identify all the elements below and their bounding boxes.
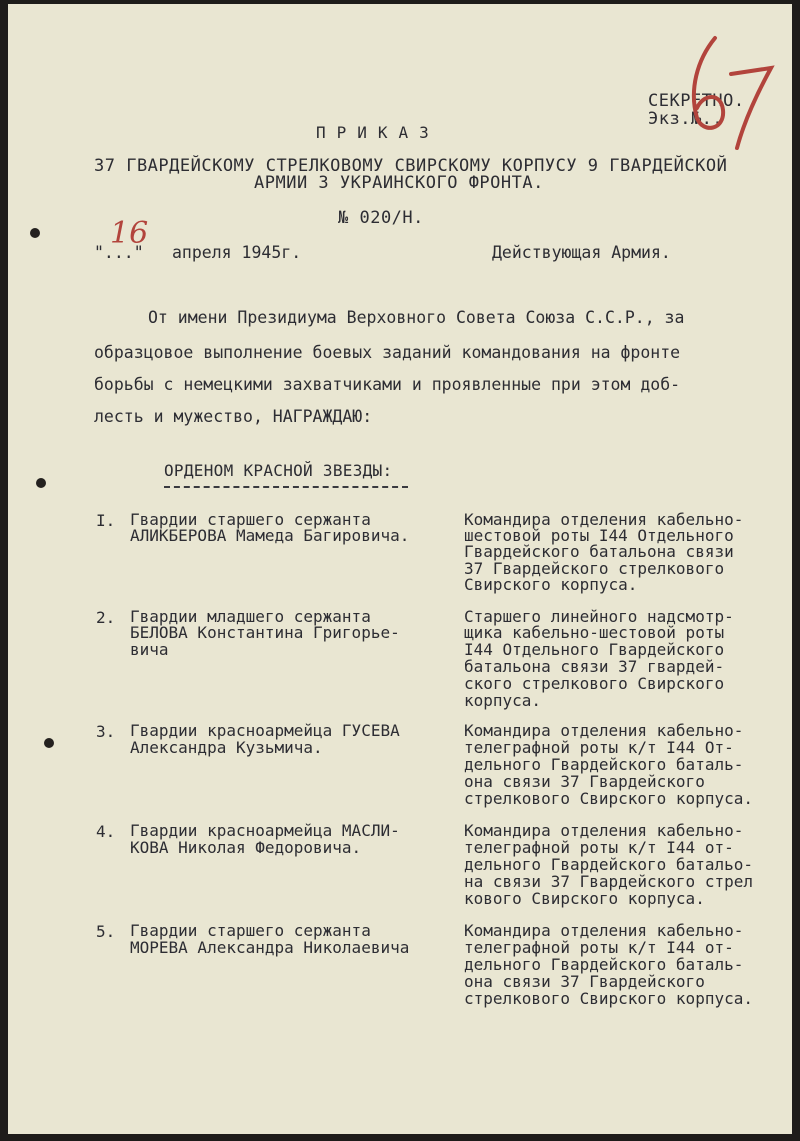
punch-hole-2 — [36, 478, 46, 488]
awardee-position-line: Командира отделения кабельно- — [464, 921, 744, 940]
awardee-position-line: стрелкового Свирского корпуса. — [464, 789, 753, 808]
date-day: "..." — [94, 243, 144, 262]
awardee-position-line: Свирского корпуса. — [464, 575, 638, 594]
copy-number: Экз.№.. — [648, 109, 724, 129]
awardee-name-line: КОВА Николая Федоровича. — [130, 838, 362, 857]
subtitle-line-2: АРМИИ 3 УКРАИНСКОГО ФРОНТА. — [254, 173, 544, 193]
awardee-position-line: Командира отделения кабельно- — [464, 721, 744, 740]
awardee-number: 3. — [96, 722, 116, 741]
awardee-position-line: корпуса. — [464, 691, 542, 710]
awardee-position-line: батальона связи 37 гвардей- — [464, 657, 725, 676]
awardee-number: 5. — [96, 922, 116, 941]
awardee-name-line: Гвардии красноармейца ГУСЕВА — [130, 721, 400, 740]
awardee-name-line: вича — [130, 640, 169, 659]
awardee-number: 2. — [96, 608, 116, 627]
handwritten-number — [700, 36, 701, 37]
preamble-line-2: образцовое выполнение боевых заданий командования на фронте — [94, 343, 681, 362]
preamble-line-1: От имени Президиума Верховного Совета Союза С.С.Р., за — [148, 308, 685, 327]
order-number: № 020/Н. — [338, 208, 424, 228]
awardee-number: I. — [96, 511, 116, 530]
awardee-position-line: она связи 37 Гвардейского — [464, 772, 705, 791]
awardee-position-line: Старшего линейного надсмотр- — [464, 607, 734, 626]
awardee-position-line: щика кабельно-шестовой роты — [464, 623, 725, 642]
awardee-position-line: I44 Отдельного Гвардейского — [464, 640, 725, 659]
awardee-position-line: кового Свирского корпуса. — [464, 889, 705, 908]
preamble-line-3: борьбы с немецкими захватчиками и проявленные при этом доб- — [94, 375, 681, 394]
awardee-name-line: Гвардии старшего сержанта — [130, 921, 371, 940]
awardee-name-line: АЛИКБЕРОВА Мамеда Багировича. — [130, 526, 410, 545]
awardee-name-line: Гвардии младшего сержанта — [130, 607, 371, 626]
punch-hole-3 — [44, 738, 54, 748]
awardee-position-line: дельного Гвардейского батальо- — [464, 855, 753, 874]
date-month-year: апреля 1945г. — [172, 243, 302, 262]
awardee-position-line: телеграфной роты к/т I44 от- — [464, 938, 734, 957]
handwritten-day: 16 — [110, 216, 149, 251]
awardee-position-line: дельного Гвардейского баталь- — [464, 755, 744, 774]
awardee-position-line: дельного Гвардейского баталь- — [464, 955, 744, 974]
page-title: ПРИКАЗ — [316, 123, 440, 142]
awardee-position-line: телеграфной роты к/т I44 от- — [464, 838, 734, 857]
award-heading: ОРДЕНОМ КРАСНОЙ ЗВЕЗДЫ: — [164, 461, 393, 480]
awardee-name-line: Гвардии старшего сержанта — [130, 510, 371, 529]
awardee-name-line: МОРЕВА Александра Николаевича — [130, 938, 410, 957]
awardee-position-line: телеграфной роты к/т I44 От- — [464, 738, 734, 757]
subtitle-line-1: 37 ГВАРДЕЙСКОМУ СТРЕЛКОВОМУ СВИРСКОМУ КОРПУСУ 9 ГВАРДЕЙСКОЙ — [94, 156, 728, 176]
awardee-position-line: она связи 37 Гвардейского — [464, 972, 705, 991]
awardee-position-line: 37 Гвардейского стрелкового — [464, 559, 725, 578]
awardee-position-line: ского стрелкового Свирского — [464, 674, 725, 693]
preamble-line-4: лесть и мужество, НАГРАЖДАЮ: — [94, 407, 373, 426]
awardee-name-line: Александра Кузьмича. — [130, 738, 323, 757]
secret-marking: СЕКРЕТНО. — [648, 91, 745, 111]
punch-hole-1 — [30, 228, 40, 238]
location: Действующая Армия. — [492, 243, 671, 262]
awardee-position-line: Командира отделения кабельно- — [464, 821, 744, 840]
awardee-position-line: Командира отделения кабельно- — [464, 510, 744, 529]
awardee-position-line: стрелкового Свирского корпуса. — [464, 989, 753, 1008]
awardee-number: 4. — [96, 822, 116, 841]
heading-underline — [164, 486, 408, 488]
awardee-position-line: Гвардейского батальона связи — [464, 542, 734, 561]
awardee-position-line: шестовой роты I44 Отдельного — [464, 526, 734, 545]
awardee-name-line: БЕЛОВА Константина Григорье- — [130, 623, 400, 642]
awardee-name-line: Гвардии красноармейца МАСЛИ- — [130, 821, 400, 840]
awardee-position-line: на связи 37 Гвардейского стрел — [464, 872, 753, 891]
handwritten-number-stroke — [675, 30, 785, 150]
